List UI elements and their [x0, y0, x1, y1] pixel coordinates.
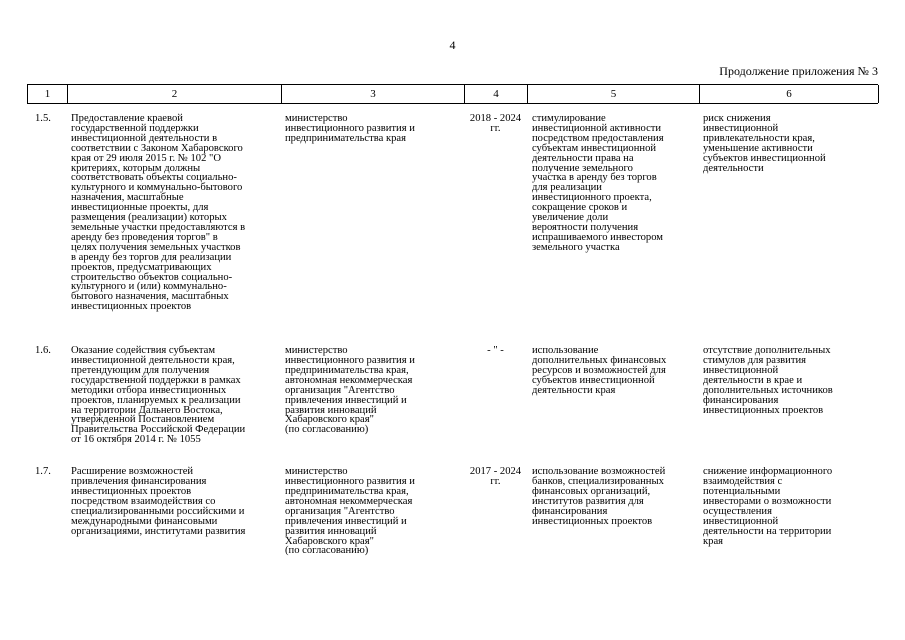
column-header-3: 3	[282, 85, 465, 103]
period-text: - " -	[487, 345, 504, 357]
measure-text: Расширение возможностей привлечения финансирования инвестиционных проектов посредством взаимодействия со специализированными российскими и международными финансовыми организациями, институтами развития	[71, 466, 246, 537]
continuation-label: Продолжение приложения № 3	[719, 64, 878, 78]
column-header-4: 4	[465, 85, 528, 103]
column-header-6: 6	[700, 85, 879, 103]
result-text: стимулирование инвестиционной активности посредством предоставления субъектам инвестиционной деятельности права на получение земельного участка в аренду без торгов для реализации инвестиционного проекта, сокращение сроков и увеличение доли вероятности получения испрашиваемого инвестором земельного участка	[532, 113, 664, 253]
period-text: 2018 - 2024 гг.	[469, 113, 522, 134]
table-row	[27, 467, 878, 556]
result-text: использование возможностей банков, специализированных финансовых организаций, институтов развития для финансирования инвестиционных проектов	[532, 466, 666, 527]
column-header-1: 1	[28, 85, 68, 103]
measure-text: Предоставление краевой государственной поддержки инвестиционной деятельности в соответствии с Законом Хабаровского края от 29 июля 2015 г. № 102 "О критериях, которым должны соответствовать объекты социально- культурного и коммунально-бытового назначения, масштабные инвестиционные проекты, для размещения (реализации) которых земельные участки предоставляются в аренду без проведения торгов" в целях получения земельных участков в аренду без торгов для реализации проектов, предусматривающих строительство объектов социально- культурного и (или) коммунально- бытового назначения, масштабных инвестиционных проектов	[71, 113, 246, 313]
table-row	[27, 346, 878, 445]
risk-text: риск снижения инвестиционной привлекательности края, уменьшение активности субъектов инвестиционной деятельности	[703, 113, 826, 174]
row-number: 1.5.	[35, 113, 51, 124]
measure-text: Оказание содействия субъектам инвестиционной деятельности края, претендующим для получения государственной поддержки в рамках методики отбора инвестиционных проектов, планируемых к реализации на территории Дальнего Востока, утвержденной Постановлением Правительства Российской Федерации от 16 октября 2014 г. № 1055	[71, 345, 246, 446]
executor-text: министерство инвестиционного развития и предпринимательства края, автономная некоммерческая организация "Агентство привлечения инвестиций и развития инноваций Хабаровского края" (по согласованию)	[285, 466, 415, 557]
measures-table	[27, 84, 878, 556]
executor-text: министерство инвестиционного развития и предпринимательства края, автономная некоммерческая организация "Агентство привлечения инвестиций и развития инноваций Хабаровского края" (по согласованию)	[285, 345, 415, 436]
column-header-5: 5	[528, 85, 700, 103]
period-text: 2017 - 2024 гг.	[469, 466, 522, 488]
row-number: 1.6.	[35, 345, 51, 357]
risk-text: снижение информационного взаимодействия с потенциальными инвесторами о возможности осуществления инвестиционной деятельности на территории края	[703, 466, 833, 547]
table-row	[27, 114, 878, 312]
executor-text: министерство инвестиционного развития и предпринимательства края	[285, 113, 415, 144]
row-number: 1.7.	[35, 466, 51, 478]
table-header-row	[27, 84, 878, 104]
page-number: 4	[449, 38, 456, 52]
result-text: использование дополнительных финансовых ресурсов и возможностей для субъектов инвестиционной деятельности края	[532, 345, 667, 396]
column-header-2: 2	[68, 85, 282, 103]
risk-text: отсутствие дополнительных стимулов для развития инвестиционной деятельности в крае и дополнительных источников финансирования инвестиционных проектов	[703, 345, 833, 416]
